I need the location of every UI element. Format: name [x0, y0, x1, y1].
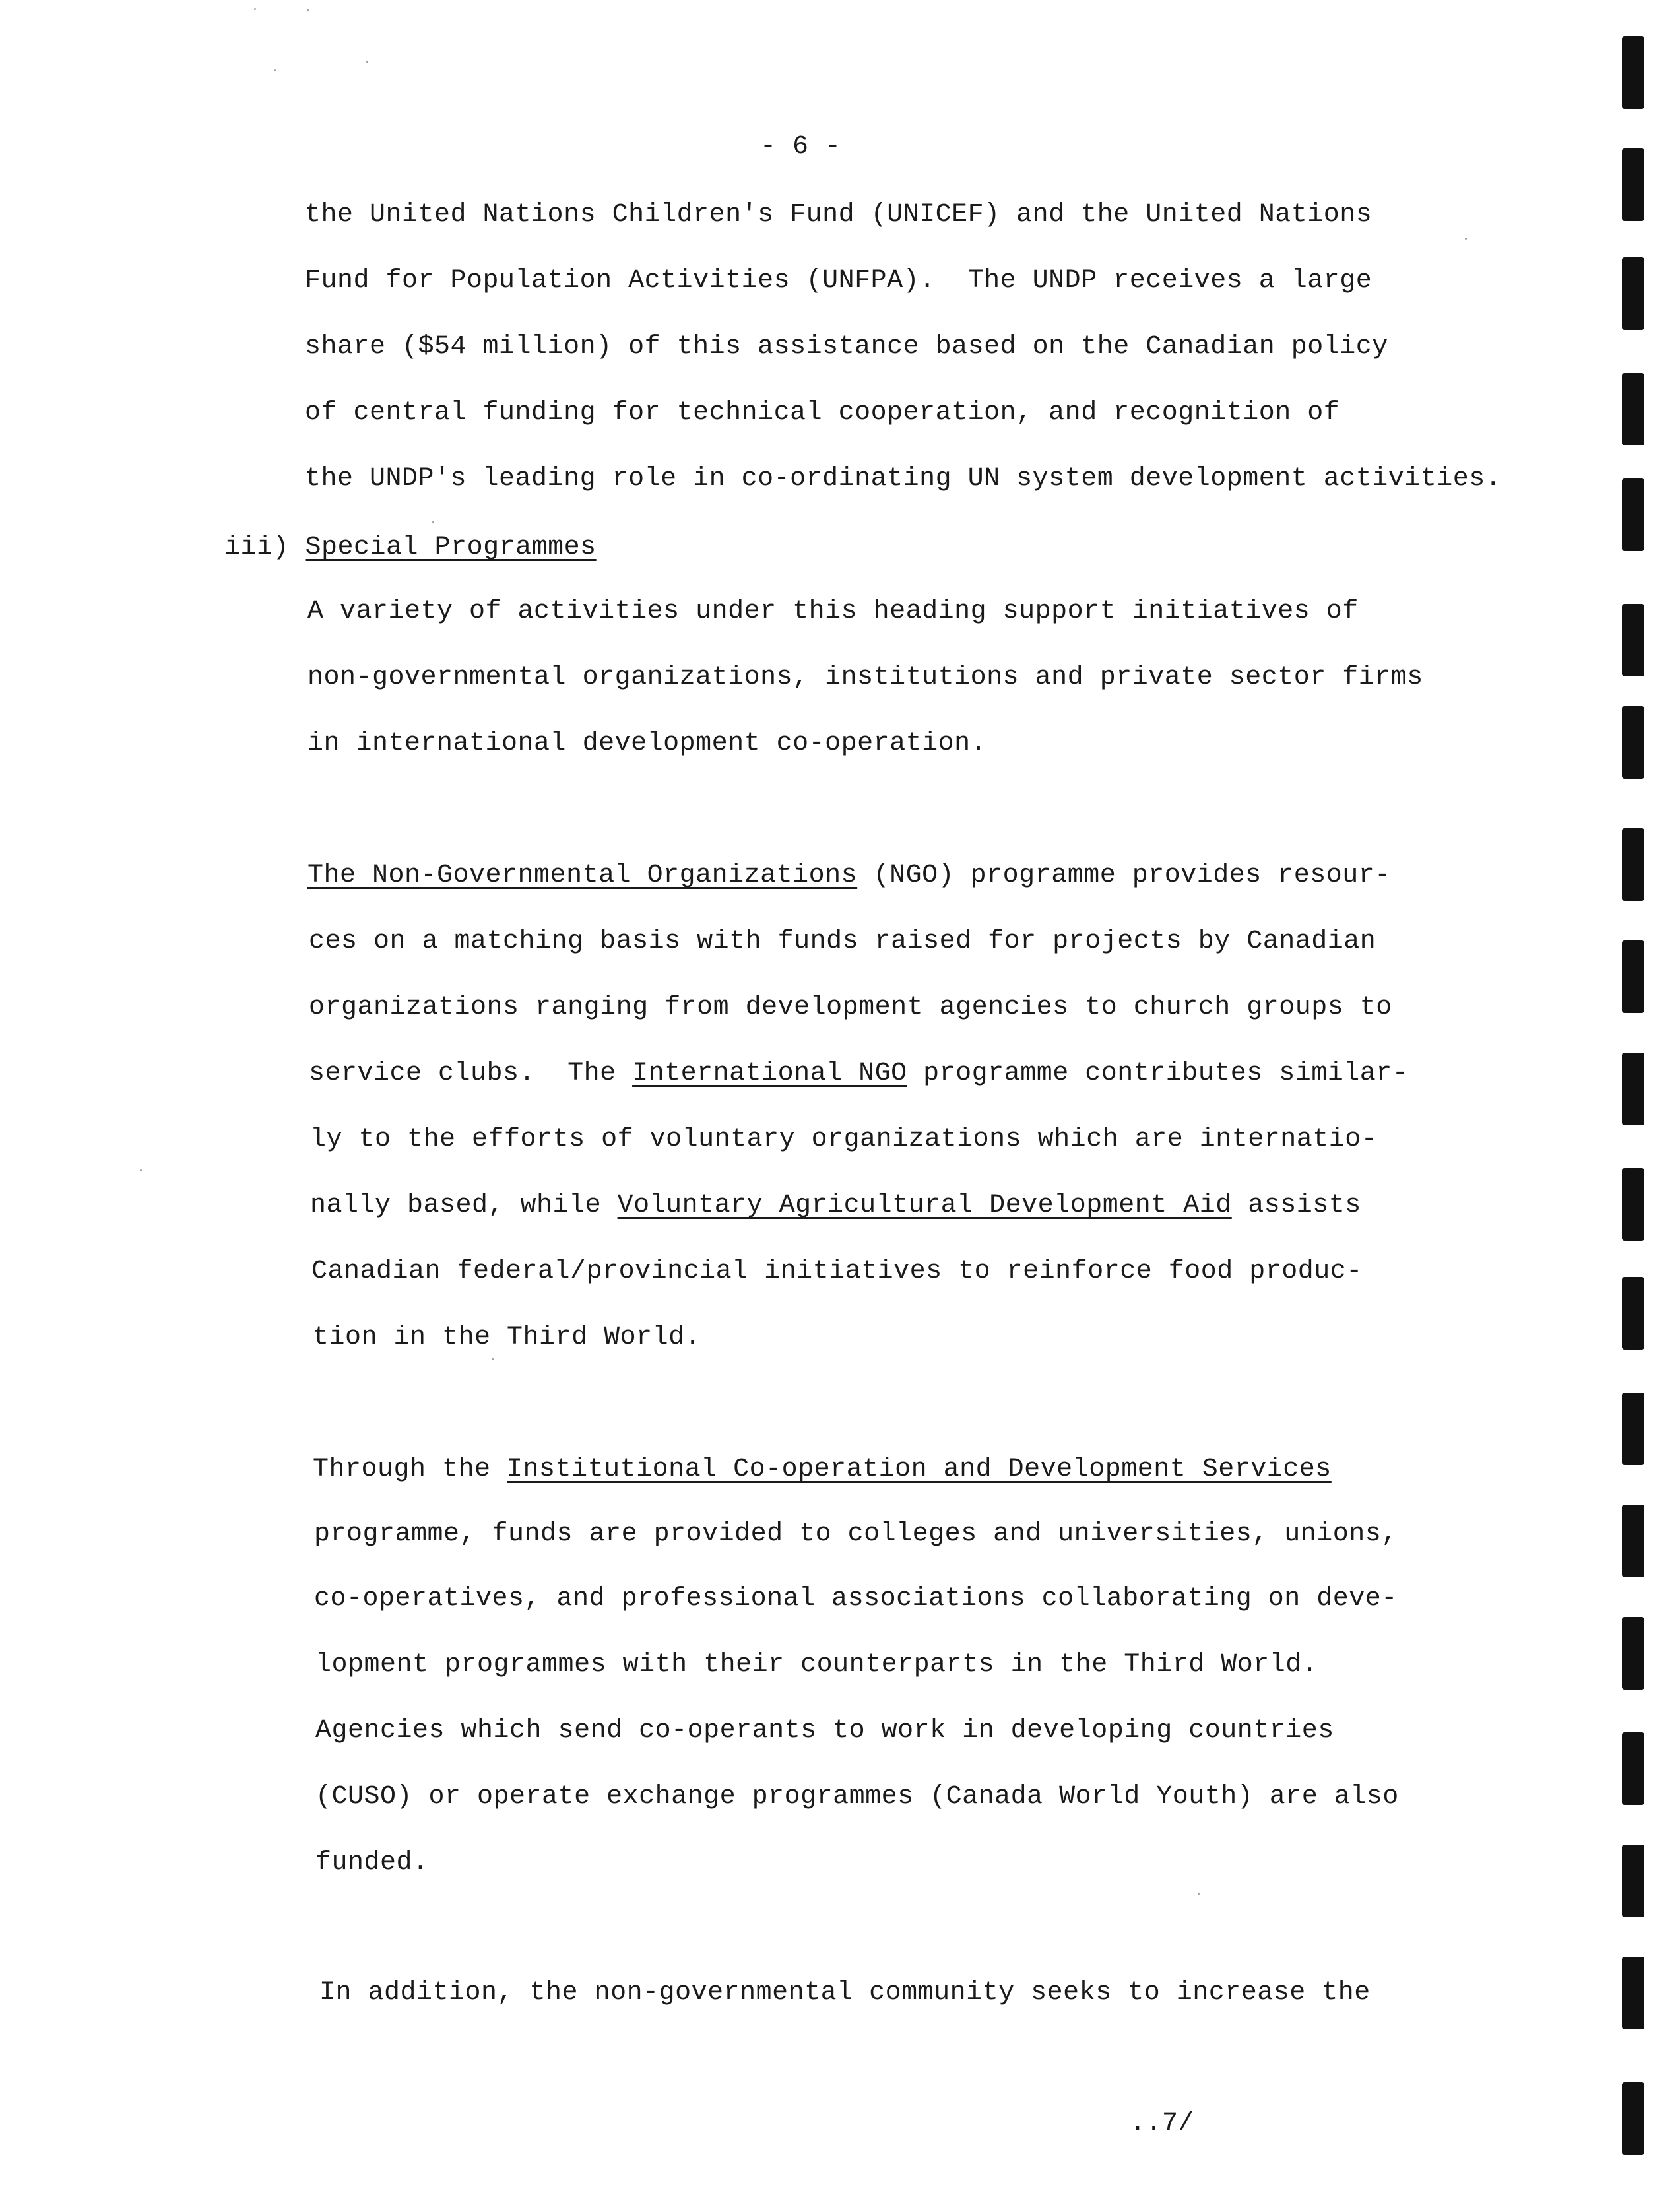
international-ngo-term: International NGO — [632, 1059, 907, 1088]
ngo-line-2: ces on a matching basis with funds raised for projects by Canadian — [309, 927, 1376, 956]
binding-mark — [1622, 1053, 1644, 1125]
icds-term: Institutional Co-operation and Development Services — [507, 1455, 1332, 1484]
ngo-line-1: The Non-Governmental Organizations (NGO) programme provides resour- — [307, 861, 1391, 890]
icds-line-7: funded. — [315, 1848, 429, 1878]
binding-mark — [1622, 1957, 1644, 2029]
icds-line-3: co-operatives, and professional associations collaborating on deve- — [314, 1584, 1398, 1614]
scan-speck — [1198, 1893, 1200, 1895]
icds-line-4: lopment programmes with their counterparts in the Third World. — [315, 1650, 1318, 1680]
scan-speck — [432, 521, 434, 523]
continuation-line-5: the UNDP's leading role in co-ordinating UN system development activities. — [305, 464, 1502, 494]
binding-mark — [1622, 478, 1644, 551]
intro-line-2: non-governmental organizations, institutions and private sector firms — [307, 663, 1423, 692]
intro-line-3: in international development co-operation. — [307, 729, 987, 758]
scan-speck — [274, 69, 276, 71]
continuation-marker: ..7/ — [1130, 2109, 1195, 2138]
icds-line-1: Through the Institutional Co-operation and Development Services — [313, 1455, 1332, 1484]
ngo-line-4: service clubs. The International NGO programme contributes similar- — [309, 1059, 1409, 1088]
icds-line-6: (CUSO) or operate exchange programmes (Canada World Youth) are also — [315, 1782, 1399, 1812]
section-number: iii) — [224, 533, 290, 562]
scan-speck — [1465, 238, 1467, 240]
binding-mark — [1622, 1732, 1644, 1805]
binding-mark — [1622, 373, 1644, 445]
continuation-line-4: of central funding for technical cooperation, and recognition of — [305, 398, 1340, 428]
icds-line-2: programme, funds are provided to colleges and universities, unions, — [314, 1519, 1398, 1549]
final-line-1: In addition, the non-governmental community seeks to increase the — [319, 1978, 1371, 2008]
section-heading — [224, 531, 597, 564]
scan-speck — [254, 8, 256, 10]
binding-mark — [1622, 940, 1644, 1013]
binding-mark — [1622, 1505, 1644, 1577]
scan-speck — [140, 1169, 142, 1171]
ngo-line-6: nally based, while Voluntary Agricultural Development Aid assists — [310, 1191, 1361, 1220]
continuation-line-3: share ($54 million) of this assistance based on the Canadian policy — [305, 332, 1388, 362]
binding-mark — [1622, 1845, 1644, 1917]
binding-mark — [1622, 604, 1644, 676]
binding-mark — [1622, 148, 1644, 221]
scan-speck — [492, 1358, 494, 1360]
continuation-line-2: Fund for Population Activities (UNFPA). The UNDP receives a large — [305, 266, 1373, 296]
scan-speck — [307, 9, 309, 11]
binding-marks — [1622, 0, 1655, 2203]
ngo-line-3: organizations ranging from development agencies to church groups to — [309, 993, 1392, 1022]
page-number: - 6 - — [760, 132, 841, 162]
binding-mark — [1622, 706, 1644, 779]
vada-term: Voluntary Agricultural Development Aid — [617, 1191, 1232, 1220]
icds-line-5: Agencies which send co-operants to work in developing countries — [315, 1716, 1334, 1746]
ngo-line-5: ly to the efforts of voluntary organizations which are internatio- — [310, 1125, 1378, 1154]
section-title: Special Programmes — [305, 533, 597, 562]
binding-mark — [1622, 1168, 1644, 1241]
binding-mark — [1622, 828, 1644, 901]
continuation-line-1: the United Nations Children's Fund (UNICEF) and the United Nations — [305, 200, 1373, 230]
binding-mark — [1622, 1393, 1644, 1465]
binding-mark — [1622, 36, 1644, 109]
scan-speck — [366, 61, 368, 63]
binding-mark — [1622, 2082, 1644, 2155]
ngo-line-8: tion in the Third World. — [313, 1323, 701, 1352]
binding-mark — [1622, 257, 1644, 330]
binding-mark — [1622, 1617, 1644, 1690]
binding-mark — [1622, 1277, 1644, 1350]
intro-line-1: A variety of activities under this heading support initiatives of — [307, 597, 1359, 626]
ngo-term: The Non-Governmental Organizations — [307, 861, 858, 890]
ngo-line-7: Canadian federal/provincial initiatives to reinforce food produc- — [311, 1257, 1363, 1286]
